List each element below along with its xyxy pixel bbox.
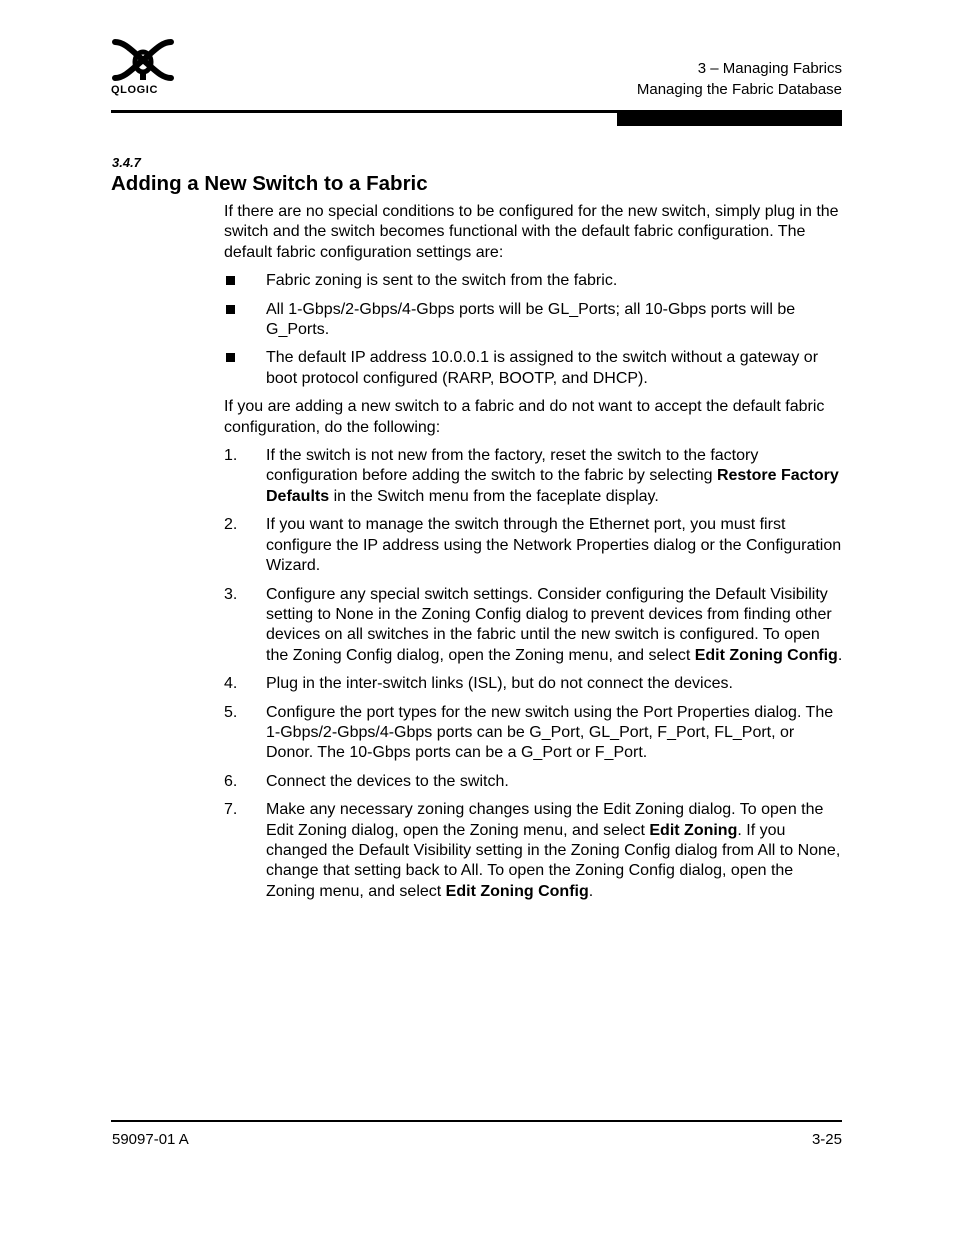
step-item (224, 585, 844, 667)
logo-wordmark: QLOGIC (111, 84, 158, 96)
square-bullet-icon (226, 353, 235, 362)
step-text: Make any necessary zoning changes using the Edit Zoning dialog. To open the Edit Zoning dialog, open the Zoning menu, and select Edit Zoning. If you changed the Default Visibility setting in the Zoning Config dialog from All to None, change that setting back to All. To open the Zoning Config dialog, open the Zoning menu, and select Edit Zoning Config. (266, 801, 841, 900)
header-rule-block (617, 110, 842, 126)
qlogic-logo (111, 38, 175, 100)
step-number: 3. (224, 585, 238, 603)
footer-rule (111, 1120, 842, 1122)
bullet-item (224, 271, 844, 291)
square-bullet-icon (226, 276, 235, 285)
lead-paragraph: If you are adding a new switch to a fabric and do not want to accept the default fabric configuration, do the following: (224, 398, 825, 436)
bullet-item (224, 348, 844, 389)
header-chapter: 3 – Managing Fabrics (697, 60, 842, 77)
page-number: 3-25 (811, 1131, 842, 1148)
section-number: 3.4.7 (112, 155, 141, 170)
ui-command: Edit Zoning Config (445, 882, 589, 900)
step-number: 2. (224, 516, 238, 534)
step-item (224, 446, 844, 507)
ui-command: Edit Zoning Config (694, 646, 838, 664)
header-section: Managing the Fabric Database (636, 81, 842, 98)
running-header (637, 58, 842, 100)
step-text: Connect the devices to the switch. (266, 772, 509, 790)
step-item (224, 674, 844, 694)
step-text: Configure the port types for the new switch using the Port Properties dialog. The 1-Gbps/2-Gbps/4-Gbps ports can be G_Port, GL_Port, F_Port, FL_Port, or Donor. The 10-Gbps ports can be a G_Port or F_Port. (266, 703, 834, 762)
bullet-text: Fabric zoning is sent to the switch from the fabric. (266, 272, 618, 290)
bullet-text: All 1-Gbps/2-Gbps/4-Gbps ports will be GL_Ports; all 10-Gbps ports will be G_Ports. (266, 300, 796, 339)
bullet-item (224, 300, 844, 341)
step-number: 1. (224, 447, 238, 465)
bullet-text: The default IP address 10.0.0.1 is assigned to the switch without a gateway or boot protocol configured (RARP, BOOTP, and DHCP). (266, 349, 819, 387)
qlogic-logo-icon (111, 38, 175, 82)
square-bullet-icon (226, 305, 235, 314)
section-title: Adding a New Switch to a Fabric (111, 172, 428, 195)
step-text: Configure any special switch settings. Consider configuring the Default Visibility setting to None in the Zoning Config dialog to prevent devices from finding other devices on all switches in the fabric until the new switch is configured. To open the Zoning Config dialog, open the Zoning menu, and select Edit Zoning Config. (266, 585, 843, 664)
step-text: If you want to manage the switch through the Ethernet port, you must first configure the IP address using the Network Properties dialog or the Configuration Wizard. (266, 516, 842, 575)
step-number: 7. (224, 801, 238, 819)
intro-paragraph: If there are no special conditions to be configured for the new switch, simply plug in the switch and the switch becomes functional with the default fabric configuration. The default fabric configuration settings are: (224, 203, 839, 261)
step-item (224, 515, 844, 576)
step-text: Plug in the inter-switch links (ISL), but do not connect the devices. (266, 675, 733, 693)
step-number: 4. (224, 675, 238, 693)
section-body (224, 202, 844, 910)
step-item (224, 772, 844, 792)
doc-number: 59097-01 A (112, 1131, 189, 1148)
step-number: 5. (224, 703, 238, 721)
step-text: If the switch is not new from the factory, reset the switch to the factory configuration before adding the switch to the fabric by selecting Restore Factory Defaults in the Switch menu from the faceplate display. (266, 447, 839, 505)
ui-command: Restore Factory Defaults (266, 467, 839, 505)
ui-command: Edit Zoning (649, 821, 738, 839)
step-number: 6. (224, 772, 238, 790)
step-item (224, 800, 844, 902)
step-item (224, 703, 844, 764)
